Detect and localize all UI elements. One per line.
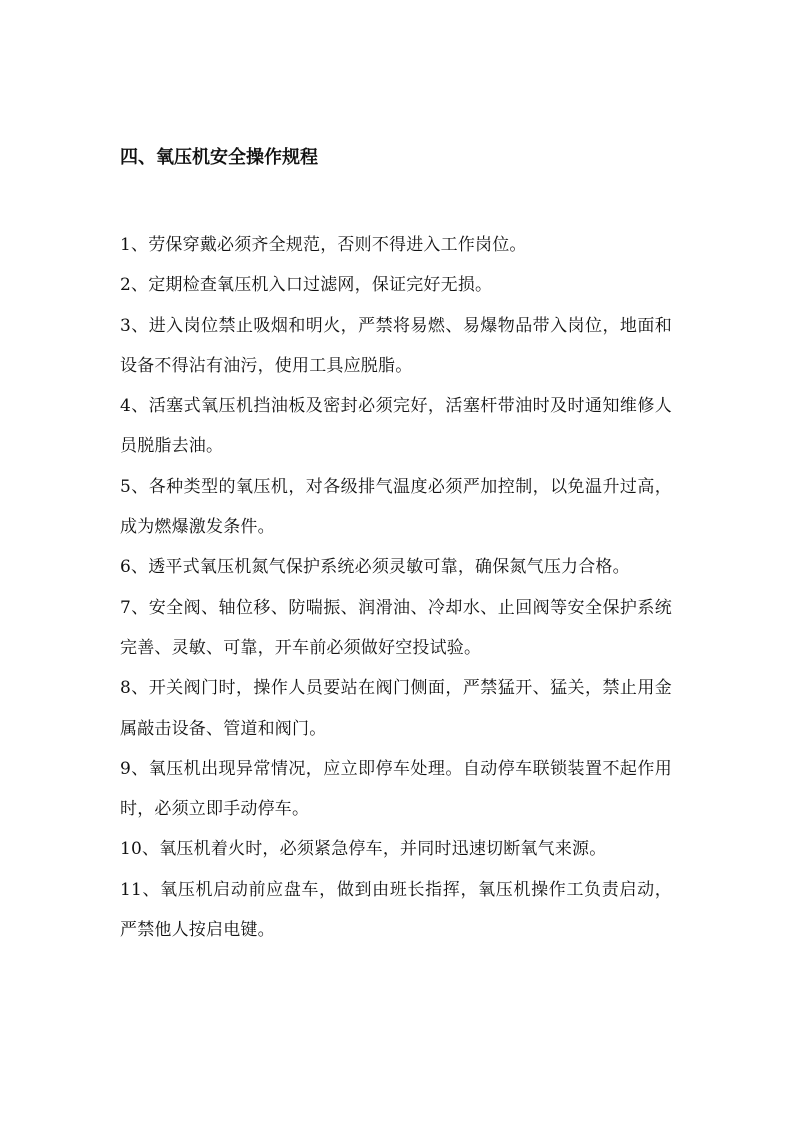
rule-item: 9、氧压机出现异常情况，应立即停车处理。自动停车联锁装置不起作用时，必须立即手动停车。 [120,758,672,820]
rule-item: 8、开关阀门时，操作人员要站在阀门侧面，严禁猛开、猛关，禁止用金属敲击设备、管道和阀门。 [120,678,672,739]
rule-item: 11、氧压机启动前应盘车，做到由班长指挥，氧压机操作工负责启动，严禁他人按启电键。 [120,879,672,941]
rule-item: 4、活塞式氧压机挡油板及密封必须完好，活塞杆带油时及时通知维修人员脱脂去油。 [120,396,672,457]
safety-rules-list [120,225,672,950]
rule-item: 1、劳保穿戴必须齐全规范，否则不得进入工作岗位。 [120,235,527,255]
rule-item: 10、氧压机着火时，必须紧急停车，并同时迅速切断氧气来源。 [120,839,607,860]
rule-item: 7、安全阀、轴位移、防喘振、润滑油、冷却水、止回阀等安全保护系统完善、灵敏、可靠，开车前必须做好空投试验。 [120,597,672,658]
rule-item: 5、各种类型的氧压机，对各级排气温度必须严加控制，以免温升过高，成为燃爆激发条件。 [120,476,672,538]
document-title: 四、氧压机安全操作规程 [120,147,318,168]
rule-item: 6、透平式氧压机氮气保护系统必须灵敏可靠，确保氮气压力合格。 [120,557,630,578]
rule-item: 3、进入岗位禁止吸烟和明火，严禁将易燃、易爆物品带入岗位，地面和设备不得沾有油污，使用工具应脱脂。 [120,315,672,376]
rule-item: 2、定期检查氧压机入口过滤网，保证完好无损。 [120,275,493,296]
